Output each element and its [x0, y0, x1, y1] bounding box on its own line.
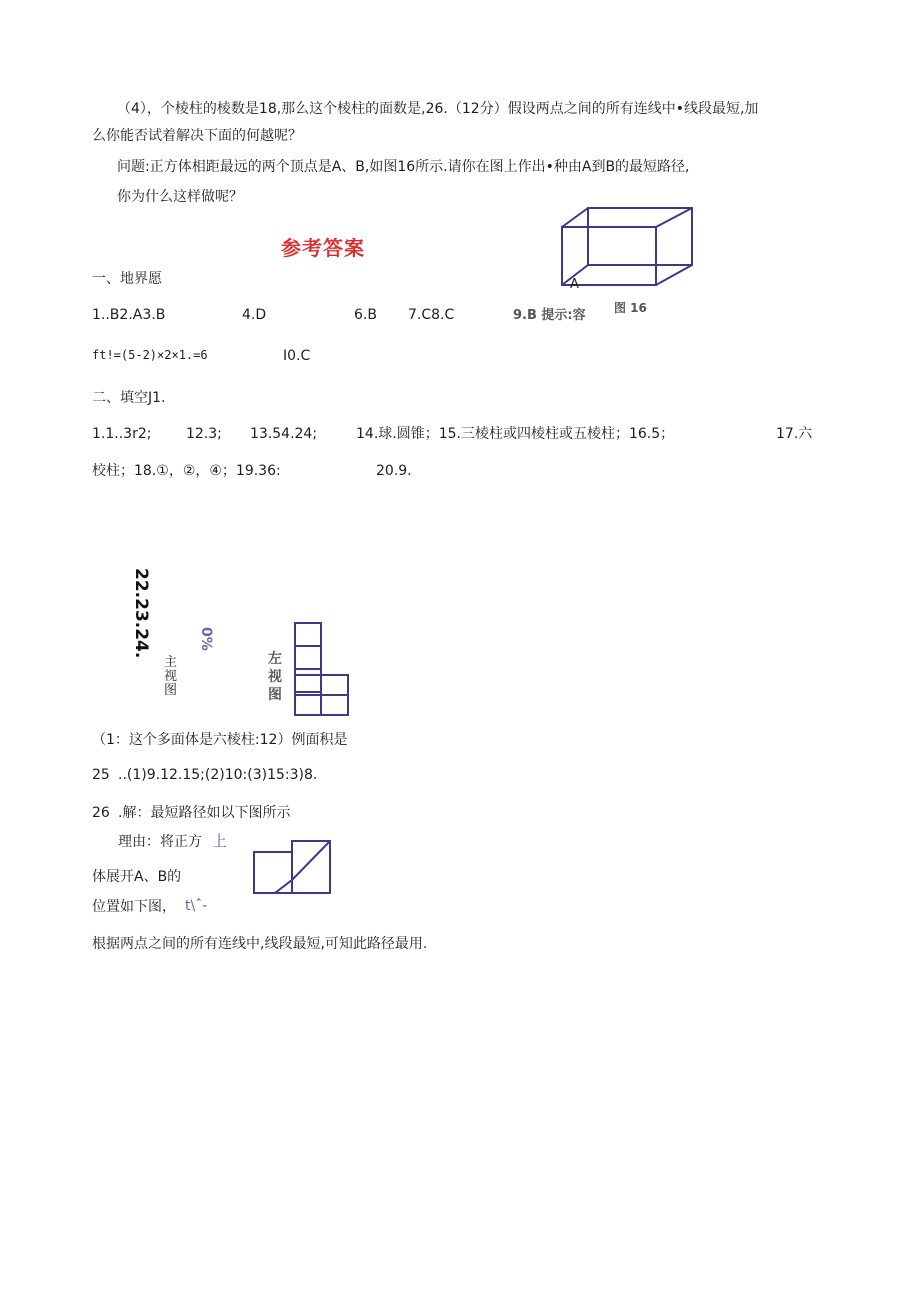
- reason-line-3: 位置如下图，: [92, 899, 176, 915]
- s2-row1-c: 13.54.24;: [250, 426, 318, 442]
- answer-numbers-22-24: 22.23.24.: [131, 568, 151, 659]
- conclusion: 根据两点之间的所有连线中,线段最短,可知此路径最用.: [92, 936, 428, 952]
- question-line-3: 问题:正方体相距最远的两个顶点是A、B,如图16所示.请你在图上作出•种由A到B的最短路径,: [117, 159, 690, 175]
- q26-answer: .解：最短路径如以下图所示: [118, 805, 291, 821]
- hint-9: 9.B 提示:容: [513, 308, 586, 323]
- cube-figure: [560, 200, 700, 300]
- s2-row2-a: 校柱；18.①，②，④；19.36:: [92, 463, 281, 479]
- q25-number: 25: [92, 767, 110, 783]
- reason-mark: 上: [212, 832, 228, 850]
- section-1-heading: 一、地界愿: [92, 271, 162, 287]
- question-line-2: 么你能否试着解决下面的何越呢？: [92, 128, 302, 144]
- section-2-heading: 二、填空J1.: [92, 390, 166, 406]
- s1-row1-b: 4.D: [242, 307, 267, 323]
- q22-answer: （1：这个多面体是六棱柱:12）例面积是: [92, 732, 348, 748]
- cube-vertex-a-label: A: [570, 277, 579, 292]
- s1-formula: ft!=(5-2)×2×1.=6: [92, 348, 208, 362]
- left-view-figure: [294, 622, 350, 716]
- percent-mark: 0%: [198, 627, 214, 651]
- question-line-1: （4），个棱柱的棱数是18,那么这个棱柱的面数是,26.（12分）假设两点之间的所有连线中•线段最短,加: [117, 101, 759, 117]
- reason-line-1: 理由：将正方: [118, 834, 202, 850]
- answers-title: 参考答案: [281, 236, 365, 260]
- reason-line-2: 体展开A、B的: [92, 869, 182, 885]
- left-view-label: 左视图: [268, 651, 282, 703]
- figure-16-caption: 图 16: [614, 301, 647, 315]
- s2-row1-d: 14.球.圆锥；15.三棱柱或四棱柱或五棱柱；16.5；: [356, 426, 675, 442]
- unfolded-net-figure: [253, 840, 333, 896]
- s2-row1-a: 1.1..3r2;: [92, 426, 152, 442]
- main-view-label: 主视图: [164, 655, 178, 698]
- reason-mark-2: t\ˆ-: [185, 898, 208, 914]
- question-line-4: 你为什么这样做呢？: [117, 189, 243, 205]
- s1-row2-b: I0.C: [283, 348, 311, 364]
- s2-row2-b: 20.9.: [376, 463, 412, 479]
- s1-row1-a: 1..B2.A3.B: [92, 307, 166, 323]
- s2-row1-b: 12.3;: [186, 426, 222, 442]
- s1-row1-d: 7.C8.C: [408, 307, 455, 323]
- q26-number: 26: [92, 805, 110, 821]
- q25-answer: ..(1)9.12.15;(2)10:(3)15:3)8.: [118, 767, 318, 783]
- s1-row1-c: 6.B: [354, 307, 377, 323]
- s2-row1-e: 17.六: [776, 426, 813, 442]
